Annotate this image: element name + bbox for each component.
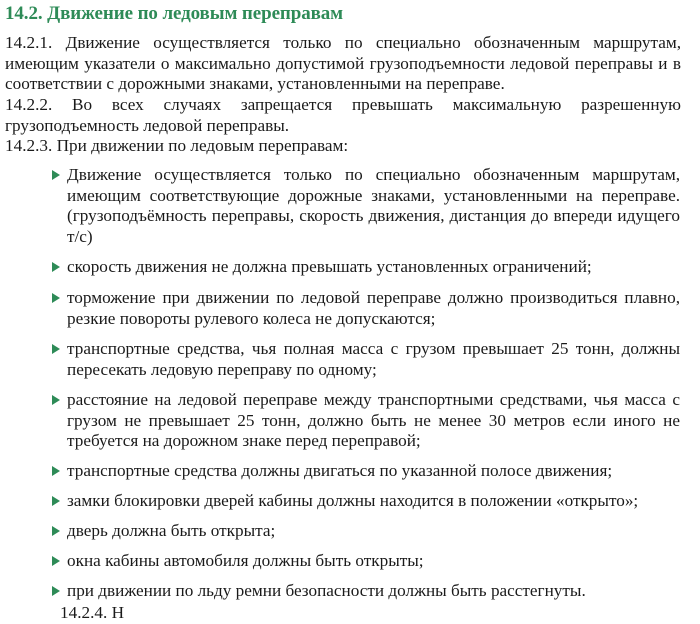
bullet-item: окна кабины автомобиля должны быть открыты;: [67, 551, 424, 570]
bullet-item: замки блокировки дверей кабины должны находится в положении «открыто»;: [67, 491, 639, 510]
triangle-right-icon: [52, 395, 60, 405]
bullet-item: торможение при движении по ледовой переправе должно производиться плавно, резкие повороты рулевого колеса не допускаются;: [67, 288, 680, 328]
triangle-right-icon: [52, 526, 60, 536]
section-heading: 14.2. Движение по ледовым переправам: [5, 3, 344, 24]
paragraph-14-2-2: 14.2.2. Во всех случаях запрещается превышать максимальную разрешенную грузоподъемность ледовой переправы.: [5, 95, 681, 135]
triangle-right-icon: [52, 344, 60, 354]
bullet-item: транспортные средства, чья полная масса с грузом превышает 25 тонн, должны пересекать ледовую переправу по одному;: [67, 339, 680, 379]
bullet-item: Движение осуществляется только по специально обозначенным маршрутам, имеющим соответствующие дорожные знаками, установленными на переправе. (грузоподъёмность переправы, скорость движения, дистанция до впереди идущего т/с): [67, 165, 680, 246]
bullet-item: транспортные средства должны двигаться по указанной полосе движения;: [67, 461, 613, 480]
paragraph-14-2-1: 14.2.1. Движение осуществляется только по специально обозначенным маршрутам, имеющим указатели о максимально допустимой грузоподъемности ледовой переправы и в соответствии с дорожными знаками, установленными на переправе.: [5, 33, 681, 93]
triangle-right-icon: [52, 556, 60, 566]
triangle-right-icon: [52, 293, 60, 303]
bullet-item: при движении по льду ремни безопасности должны быть расстегнуты.: [67, 581, 586, 600]
bullet-item: расстояние на ледовой переправе между транспортными средствами, чья масса с грузом не превышает 25 тонн, должно быть не менее 30 метров если иного не требуется на дорожном знаке перед переправой;: [67, 390, 680, 450]
triangle-right-icon: [52, 170, 60, 180]
triangle-right-icon: [52, 586, 60, 596]
triangle-right-icon: [52, 496, 60, 506]
triangle-right-icon: [52, 466, 60, 476]
paragraph-14-2-3: 14.2.3. При движении по ледовым переправам:: [5, 136, 349, 155]
bullet-item: дверь должна быть открыта;: [67, 521, 276, 540]
triangle-right-icon: [52, 262, 60, 272]
bullet-item: скорость движения не должна превышать установленных ограничений;: [67, 257, 592, 276]
paragraph-14-2-4-partial: 14.2.4. Н: [60, 603, 124, 622]
